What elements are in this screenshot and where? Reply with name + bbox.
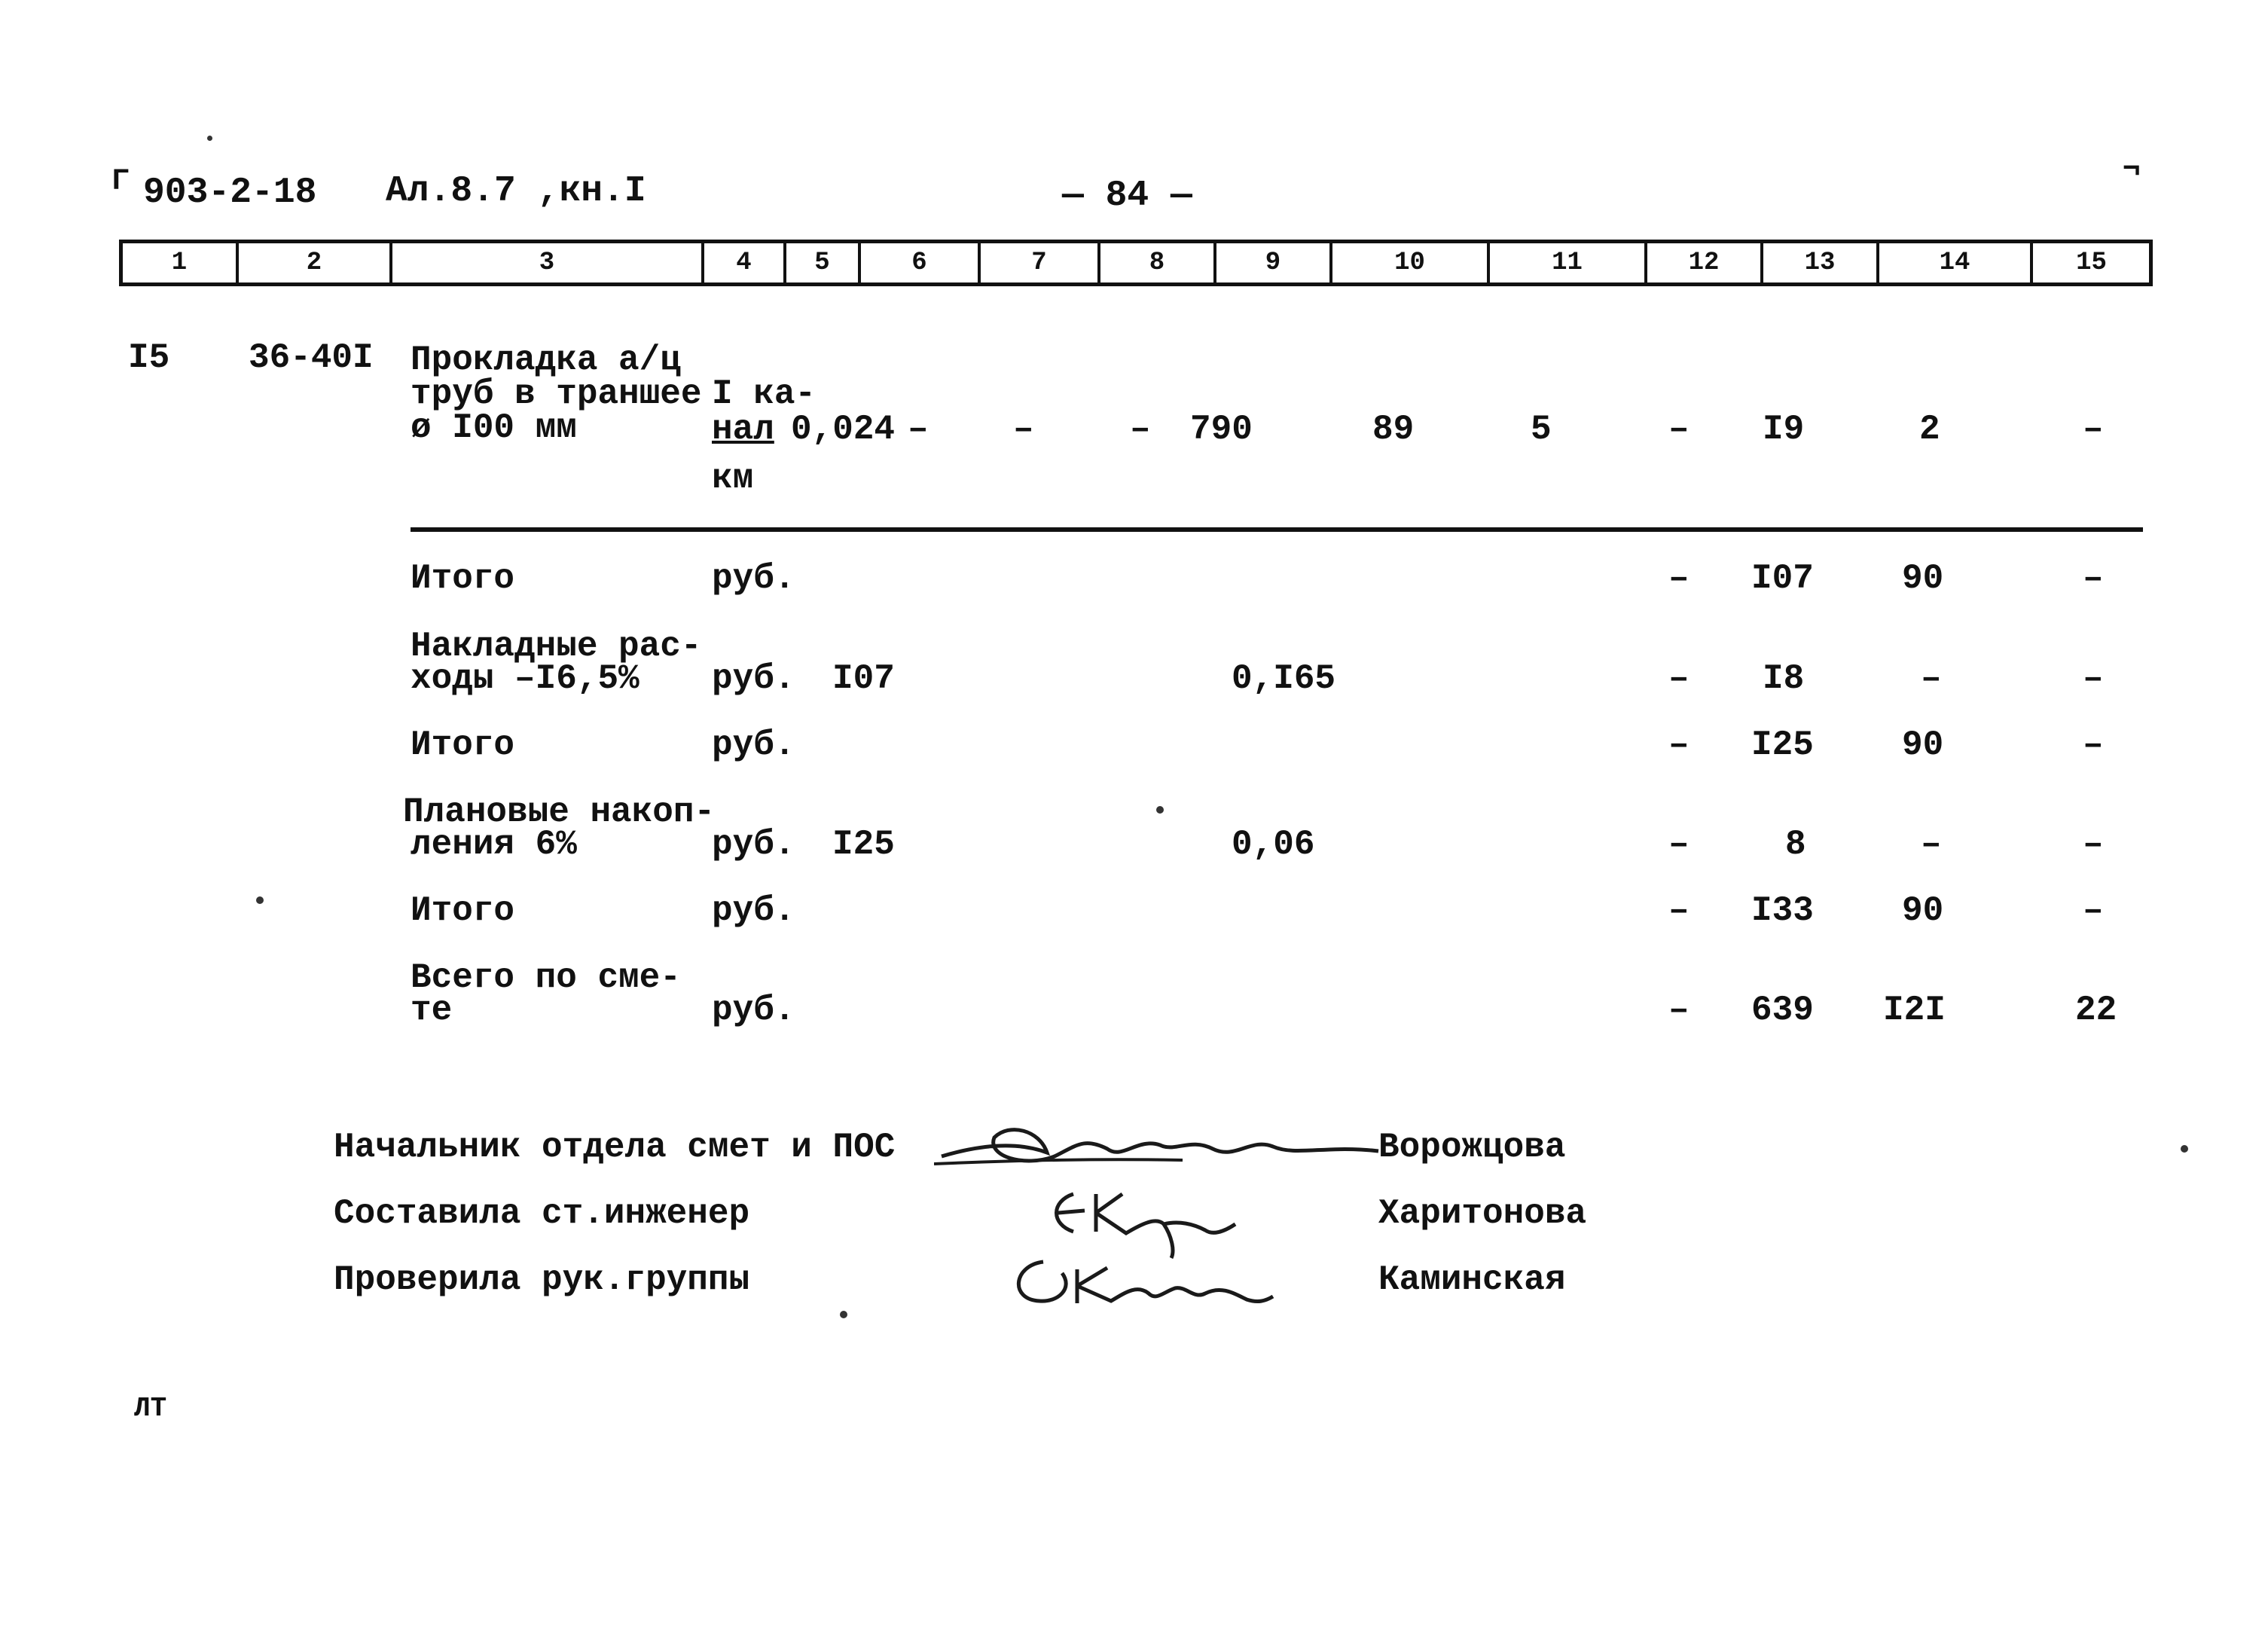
scan-speck [2181, 1145, 2188, 1153]
signature-vorozhtsova [934, 1115, 1386, 1183]
doc-code: 903-2-18 [143, 173, 317, 213]
col-3: 3 [539, 249, 555, 277]
row-col15: – [2083, 410, 2104, 449]
summary-col12: – [1668, 825, 1690, 864]
row-col6: – [908, 410, 929, 449]
row-position: I5 [128, 338, 170, 377]
row-col7: – [1013, 410, 1034, 449]
summary-col14: 90 [1902, 559, 1944, 598]
row-col10: 89 [1372, 410, 1415, 449]
summary-col15: 22 [2075, 991, 2117, 1030]
summary-col12: – [1668, 891, 1690, 930]
col-4: 4 [736, 249, 752, 277]
col-1: 1 [171, 249, 188, 277]
summary-desc: Итого [411, 725, 515, 765]
signer-name: Каминская [1378, 1260, 1566, 1299]
summary-col15: – [2083, 825, 2104, 864]
signer-role: Начальник отдела смет и ПОС [334, 1128, 896, 1167]
signer-role: Проверила рук.группы [334, 1260, 750, 1299]
scan-speck [256, 896, 264, 904]
footer-mark: ЛТ [134, 1393, 167, 1424]
summary-col14: – [1921, 659, 1942, 698]
summary-desc: Накладные рас- [411, 627, 702, 666]
row-desc-line-1: Прокладка а/ц [411, 340, 681, 380]
album-ref: Ал.8.7 ,кн.I [386, 171, 646, 212]
col-13: 13 [1804, 249, 1836, 277]
col-14: 14 [1939, 249, 1970, 277]
col-15: 15 [2076, 249, 2107, 277]
summary-col14: 90 [1902, 891, 1944, 930]
row-qty: 0,024 [791, 410, 896, 449]
summary-unit: руб. [712, 891, 795, 930]
row-separator [411, 527, 2143, 532]
row-col11: 5 [1531, 410, 1552, 449]
summary-col12: – [1668, 659, 1690, 698]
col-6: 6 [911, 249, 927, 277]
signature-kaminskaya [1006, 1247, 1277, 1315]
column-header-strip [119, 240, 2153, 286]
row-desc-line-3: ø I00 мм [411, 408, 577, 447]
summary-unit: руб. [712, 559, 795, 598]
col-12: 12 [1688, 249, 1720, 277]
summary-desc: Плановые накоп- [403, 792, 716, 832]
signer-name: Ворожцова [1378, 1128, 1566, 1167]
summary-desc: ходы –I6,5% [411, 659, 639, 698]
page-number: — 84 — [1062, 176, 1192, 216]
summary-col13: 639 [1751, 991, 1814, 1030]
summary-unit: руб. [712, 825, 795, 864]
row-col14: 2 [1919, 410, 1940, 449]
scan-speck [207, 136, 212, 141]
summary-col12: – [1668, 991, 1690, 1030]
row-col9: 790 [1190, 410, 1253, 449]
signer-name: Харитонова [1378, 1194, 1587, 1233]
summary-col13: 8 [1785, 825, 1806, 864]
row-col13: I9 [1763, 410, 1805, 449]
signer-role: Составила ст.инженер [334, 1194, 750, 1233]
col-2: 2 [306, 249, 322, 277]
summary-col15: – [2083, 659, 2104, 698]
col-11: 11 [1552, 249, 1583, 277]
col-8: 8 [1149, 249, 1165, 277]
col-10: 10 [1394, 249, 1425, 277]
summary-desc: те [411, 991, 453, 1030]
row-unit-line-2: нал [712, 410, 774, 449]
summary-col14: 90 [1902, 725, 1944, 765]
summary-col12: – [1668, 725, 1690, 765]
col-5: 5 [814, 249, 830, 277]
col-9: 9 [1265, 249, 1281, 277]
summary-col9: 0,I65 [1232, 659, 1336, 698]
row-desc-line-2: труб в траншее [411, 374, 702, 414]
corner-mark-left: Г [111, 165, 130, 199]
row-code: 36-40I [249, 338, 374, 377]
summary-col12: – [1668, 559, 1690, 598]
summary-col14: I2I [1883, 991, 1946, 1030]
row-col8: – [1130, 410, 1151, 449]
summary-desc: Итого [411, 891, 515, 930]
summary-col14: – [1921, 825, 1942, 864]
summary-unit: руб. [712, 659, 795, 698]
summary-col13: I07 [1751, 559, 1814, 598]
scan-speck [1156, 806, 1164, 814]
summary-unit: руб. [712, 991, 795, 1030]
corner-mark-right: ¬ [2123, 153, 2141, 187]
summary-col13: I33 [1751, 891, 1814, 930]
row-unit-line-1: I ка- [712, 374, 817, 414]
summary-col9: 0,06 [1232, 825, 1315, 864]
summary-col13: I8 [1763, 659, 1805, 698]
summary-desc: ления 6% [411, 825, 577, 864]
row-unit-line-3: км [712, 459, 754, 498]
summary-col5: I25 [832, 825, 895, 864]
summary-col5: I07 [832, 659, 895, 698]
summary-col15: – [2083, 891, 2104, 930]
summary-desc: Всего по сме- [411, 958, 681, 997]
summary-desc: Итого [411, 559, 515, 598]
row-col12: – [1668, 410, 1690, 449]
col-7: 7 [1031, 249, 1047, 277]
summary-col13: I25 [1751, 725, 1814, 765]
summary-col15: – [2083, 559, 2104, 598]
summary-unit: руб. [712, 725, 795, 765]
scan-speck [840, 1311, 847, 1318]
summary-col15: – [2083, 725, 2104, 765]
